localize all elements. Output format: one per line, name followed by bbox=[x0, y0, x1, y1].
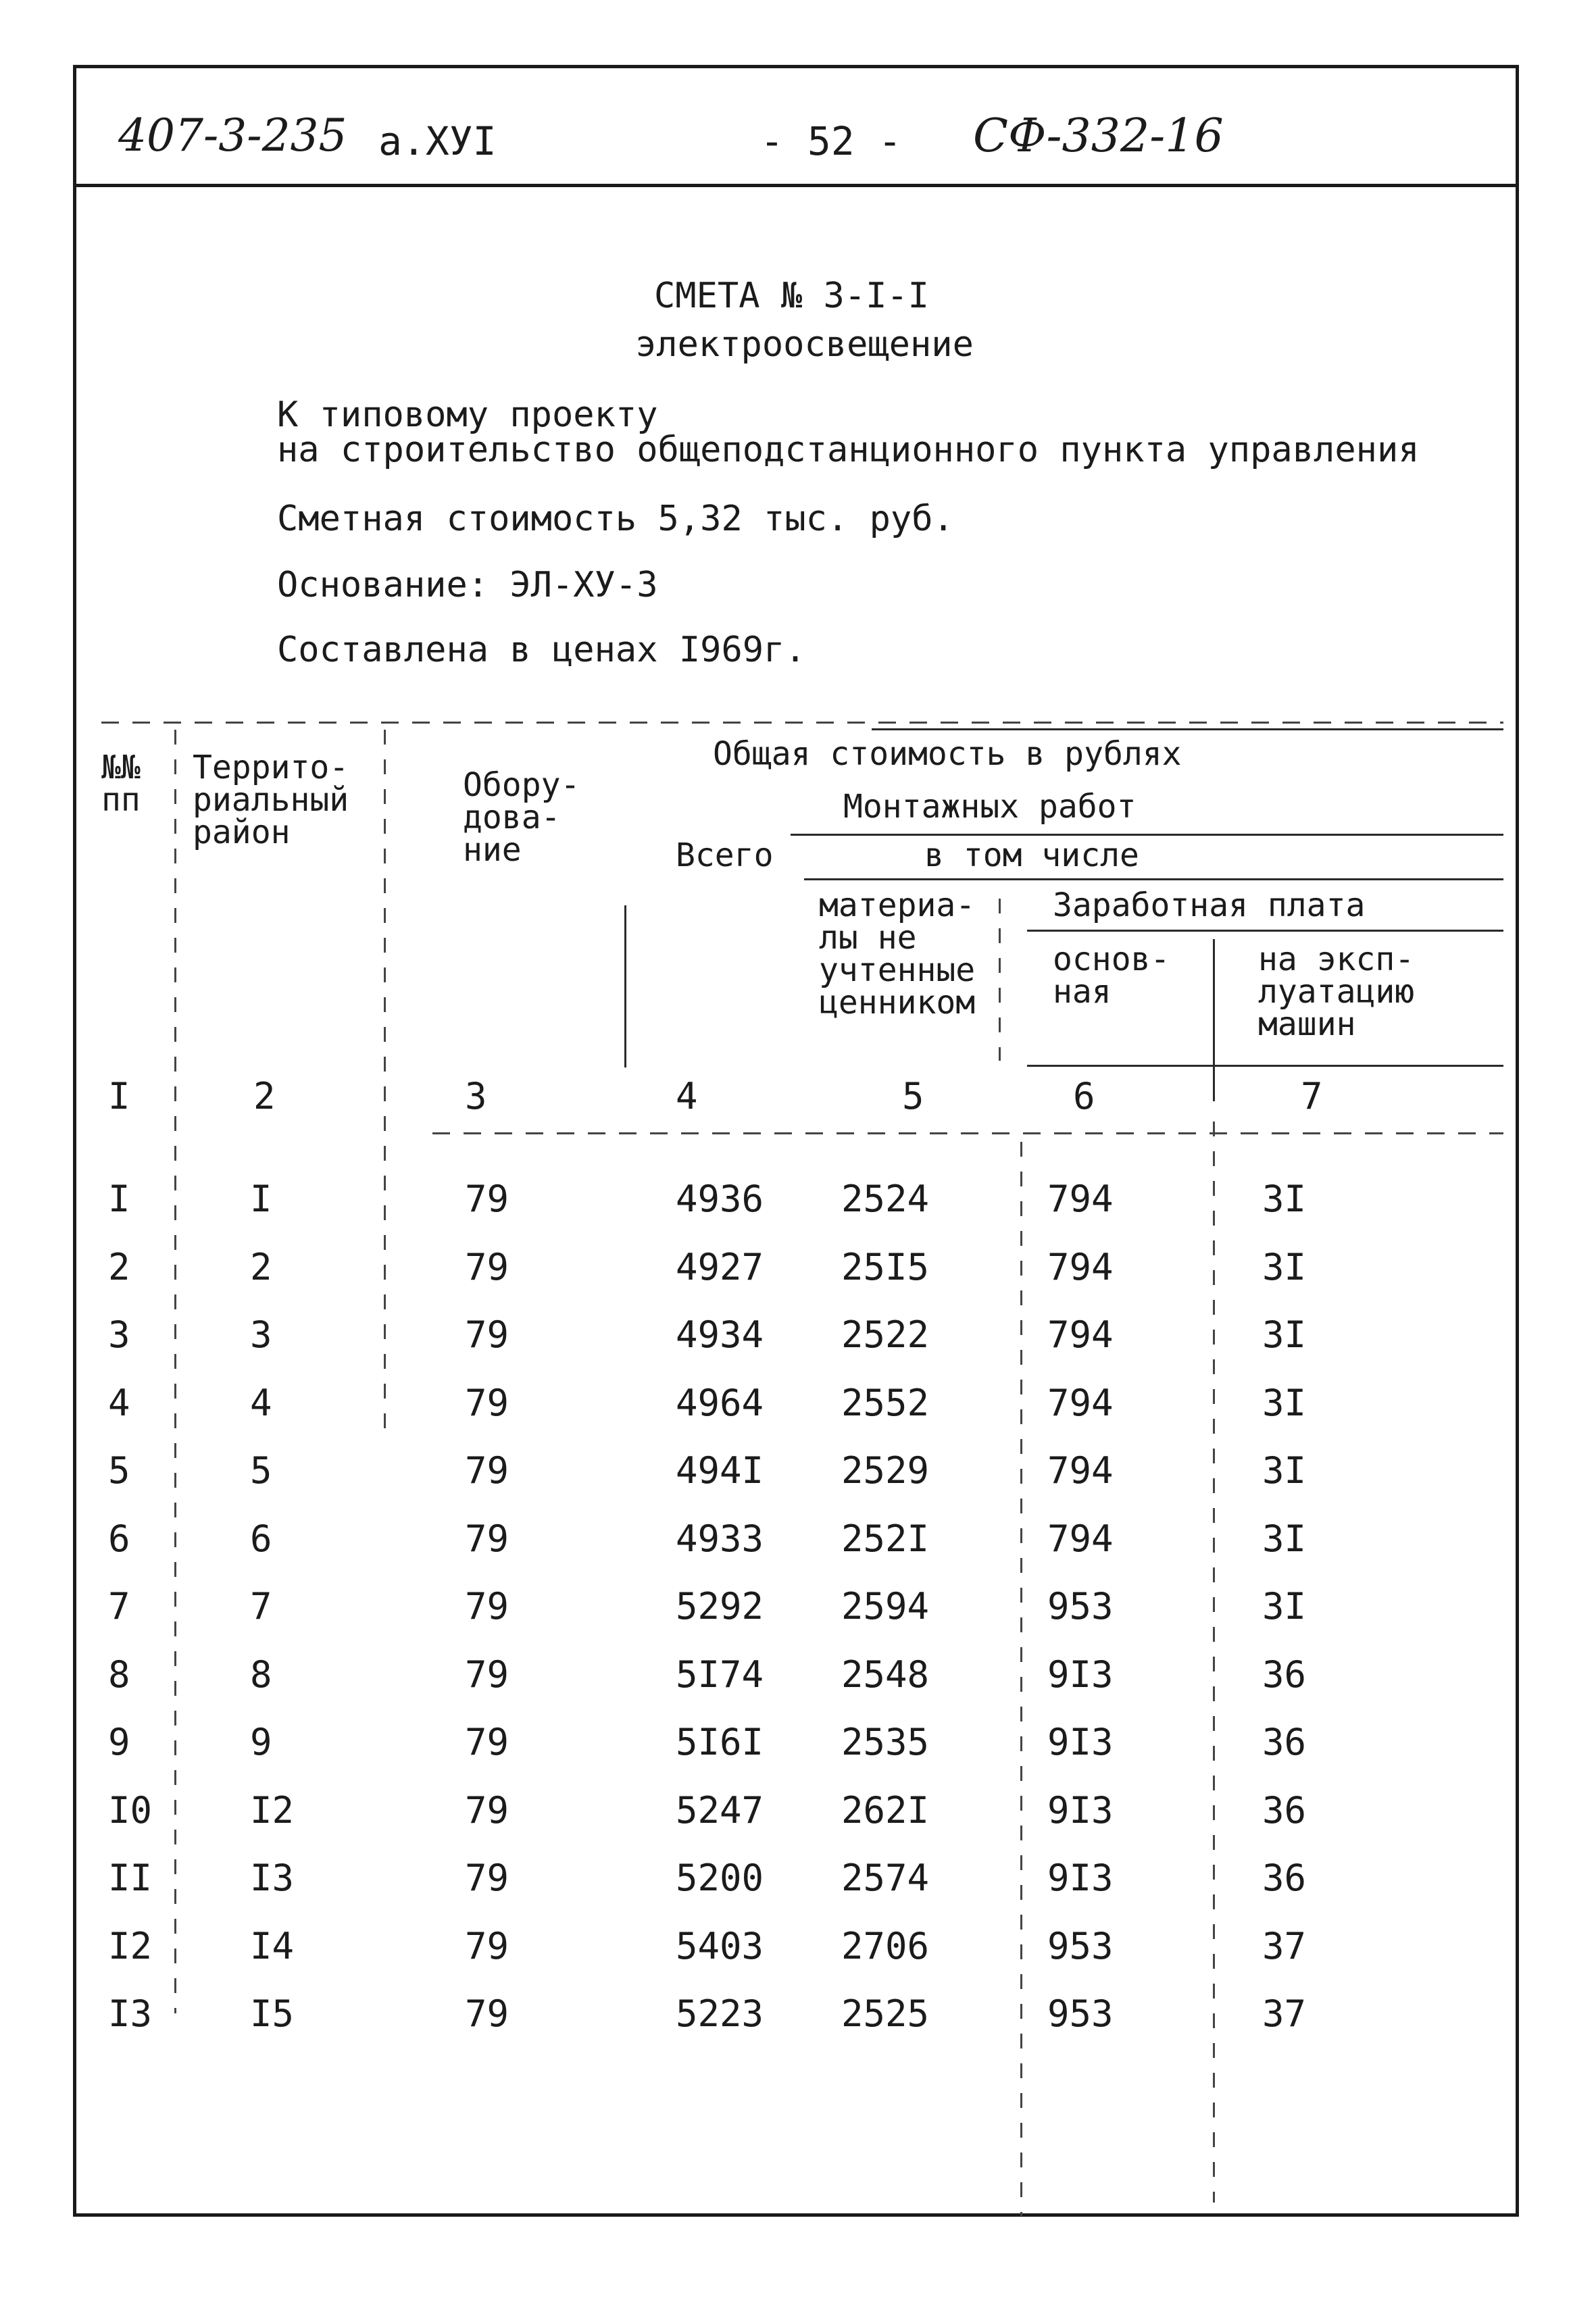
table-cell: 79 bbox=[465, 1382, 509, 1424]
table-cell: 79 bbox=[465, 1653, 509, 1696]
table-cell: 79 bbox=[465, 1925, 509, 1967]
table-cell: 2552 bbox=[841, 1382, 930, 1424]
header-line-installation bbox=[791, 834, 1503, 836]
header-machines: на эксп- луатацию машин bbox=[1258, 940, 1415, 1043]
table-cell: 4964 bbox=[676, 1382, 764, 1424]
table-cell: I5 bbox=[250, 1992, 295, 2035]
table-cell: 3I bbox=[1262, 1449, 1307, 1492]
table-cell: 9 bbox=[250, 1721, 272, 1763]
estimate-title: СМЕТА № 3-I-I bbox=[654, 276, 929, 316]
col-number: 5 bbox=[902, 1075, 924, 1117]
header-basic: основ- ная bbox=[1053, 940, 1170, 1011]
info-line-2: на строительство общеподстанционного пункта управления bbox=[277, 430, 1420, 470]
col-divider-2 bbox=[384, 730, 386, 1432]
table-cell: 5247 bbox=[676, 1789, 764, 1832]
table-cell: 2706 bbox=[841, 1925, 930, 1967]
table-cell: 794 bbox=[1047, 1246, 1114, 1288]
table-cell: I bbox=[108, 1178, 130, 1220]
table-cell: I4 bbox=[250, 1925, 295, 1967]
table-cell: 3 bbox=[108, 1313, 130, 1356]
table-cell: 794 bbox=[1047, 1178, 1114, 1220]
header-bottom-line bbox=[1027, 1065, 1503, 1067]
table-cell: 3 bbox=[250, 1313, 272, 1356]
col-divider-1 bbox=[174, 730, 176, 2013]
table-cell: 953 bbox=[1047, 1992, 1114, 2035]
table-cell: 6 bbox=[250, 1517, 272, 1560]
header-materials: материа- лы не учтенные ценником bbox=[819, 886, 976, 1022]
header-installation: Монтажных работ bbox=[843, 788, 1137, 826]
table-cell: I bbox=[250, 1178, 272, 1220]
table-cell: 2 bbox=[108, 1246, 130, 1288]
info-line-1: К типовому проекту bbox=[277, 395, 658, 435]
table-cell: 9I3 bbox=[1047, 1789, 1114, 1832]
header-including: в том числе bbox=[924, 836, 1139, 874]
header-wages: Заработная плата bbox=[1053, 886, 1366, 924]
table-cell: 79 bbox=[465, 1449, 509, 1492]
table-cell: 37 bbox=[1262, 1925, 1307, 1967]
table-cell: 2522 bbox=[841, 1313, 930, 1356]
table-cell: 4933 bbox=[676, 1517, 764, 1560]
table-cell: 25I5 bbox=[841, 1246, 930, 1288]
table-cell: 794 bbox=[1047, 1517, 1114, 1560]
table-cell: 79 bbox=[465, 1517, 509, 1560]
table-cell: 5403 bbox=[676, 1925, 764, 1967]
table-cell: 2594 bbox=[841, 1585, 930, 1628]
table-cell: I0 bbox=[108, 1789, 153, 1832]
album-label: а.ХУI bbox=[378, 118, 497, 164]
table-cell: 37 bbox=[1262, 1992, 1307, 2035]
table-cell: 2548 bbox=[841, 1653, 930, 1696]
table-cell: 9 bbox=[108, 1721, 130, 1763]
header-line-wages bbox=[1027, 930, 1503, 932]
table-cell: 4934 bbox=[676, 1313, 764, 1356]
table-cell: 36 bbox=[1262, 1653, 1307, 1696]
table-cell: 953 bbox=[1047, 1585, 1114, 1628]
header-line-total bbox=[872, 728, 1503, 730]
project-code: 407-3-235 bbox=[118, 109, 347, 161]
table-cell: 3I bbox=[1262, 1313, 1307, 1356]
col-number: 3 bbox=[465, 1075, 487, 1117]
table-cell: 8 bbox=[108, 1653, 130, 1696]
col-divider-7 bbox=[1213, 939, 1215, 1101]
table-cell: 7 bbox=[250, 1585, 272, 1628]
table-cell: 9I3 bbox=[1047, 1653, 1114, 1696]
table-cell: 2524 bbox=[841, 1178, 930, 1220]
table-cell: 4 bbox=[250, 1382, 272, 1424]
table-cell: 5 bbox=[250, 1449, 272, 1492]
table-cell: 36 bbox=[1262, 1721, 1307, 1763]
estimate-subject: электроосвещение bbox=[635, 324, 974, 365]
table-cell: 3I bbox=[1262, 1178, 1307, 1220]
table-cell: I2 bbox=[250, 1789, 295, 1832]
estimated-cost: Сметная стоимость 5,32 тыс. руб. bbox=[277, 499, 954, 539]
table-cell: 79 bbox=[465, 1178, 509, 1220]
header-num: №№ пп bbox=[101, 749, 141, 819]
table-cell: 6 bbox=[108, 1517, 130, 1560]
header-line-including bbox=[804, 878, 1503, 880]
header-region: Террито- риальный район bbox=[193, 749, 349, 851]
table-cell: 79 bbox=[465, 1789, 509, 1832]
table-cell: 79 bbox=[465, 1721, 509, 1763]
table-cell: 5I6I bbox=[676, 1721, 764, 1763]
table-cell: 262I bbox=[841, 1789, 930, 1832]
table-cell: 4 bbox=[108, 1382, 130, 1424]
page-number: - 52 - bbox=[760, 118, 902, 164]
table-cell: 252I bbox=[841, 1517, 930, 1560]
table-cell: 794 bbox=[1047, 1313, 1114, 1356]
table-cell: 794 bbox=[1047, 1382, 1114, 1424]
table-cell: II bbox=[108, 1857, 153, 1899]
col-number: 6 bbox=[1073, 1075, 1095, 1117]
table-cell: 4927 bbox=[676, 1246, 764, 1288]
header-divider bbox=[73, 184, 1519, 187]
table-cell: 794 bbox=[1047, 1449, 1114, 1492]
table-cell: 36 bbox=[1262, 1789, 1307, 1832]
table-cell: 79 bbox=[465, 1585, 509, 1628]
header-total: Всего bbox=[676, 836, 774, 874]
col-number: 2 bbox=[253, 1075, 276, 1117]
table-cell: 5223 bbox=[676, 1992, 764, 2035]
table-cell: 79 bbox=[465, 1313, 509, 1356]
col-divider-3 bbox=[624, 905, 626, 1067]
table-cell: 79 bbox=[465, 1857, 509, 1899]
table-cell: 953 bbox=[1047, 1925, 1114, 1967]
col-divider-6 bbox=[1020, 1142, 1022, 2216]
table-cell: 3I bbox=[1262, 1382, 1307, 1424]
table-top-line bbox=[101, 722, 1503, 724]
table-cell: 36 bbox=[1262, 1857, 1307, 1899]
table-cell: 5I74 bbox=[676, 1653, 764, 1696]
basis: Основание: ЭЛ-ХУ-3 bbox=[277, 565, 658, 605]
header-total-cost: Общая стоимость в рублях bbox=[713, 735, 1182, 773]
table-cell: I3 bbox=[250, 1857, 295, 1899]
table-cell: 3I bbox=[1262, 1517, 1307, 1560]
table-cell: 8 bbox=[250, 1653, 272, 1696]
table-cell: 4936 bbox=[676, 1178, 764, 1220]
table-cell: 9I3 bbox=[1047, 1721, 1114, 1763]
col-divider-7b bbox=[1213, 1122, 1215, 2203]
sheet-code: СФ-332-16 bbox=[973, 109, 1224, 163]
table-cell: 2529 bbox=[841, 1449, 930, 1492]
table-cell: 2525 bbox=[841, 1992, 930, 2035]
table-cell: 2 bbox=[250, 1246, 272, 1288]
table-cell: 3I bbox=[1262, 1585, 1307, 1628]
header-equipment: Обору- дова- ние bbox=[463, 766, 580, 869]
table-cell: I2 bbox=[108, 1925, 153, 1967]
table-cell: 79 bbox=[465, 1246, 509, 1288]
table-cell: 2535 bbox=[841, 1721, 930, 1763]
table-cell: 5292 bbox=[676, 1585, 764, 1628]
table-cell: 9I3 bbox=[1047, 1857, 1114, 1899]
table-cell: 494I bbox=[676, 1449, 764, 1492]
col-number: 4 bbox=[676, 1075, 698, 1117]
col-number: I bbox=[108, 1075, 130, 1117]
table-cell: I3 bbox=[108, 1992, 153, 2035]
table-cell: 2574 bbox=[841, 1857, 930, 1899]
colnum-line bbox=[432, 1132, 1503, 1134]
table-cell: 3I bbox=[1262, 1246, 1307, 1288]
table-cell: 5 bbox=[108, 1449, 130, 1492]
table-cell: 79 bbox=[465, 1992, 509, 2035]
table-cell: 7 bbox=[108, 1585, 130, 1628]
price-basis: Составлена в ценах I969г. bbox=[277, 630, 806, 670]
col-number: 7 bbox=[1301, 1075, 1323, 1117]
table-cell: 5200 bbox=[676, 1857, 764, 1899]
